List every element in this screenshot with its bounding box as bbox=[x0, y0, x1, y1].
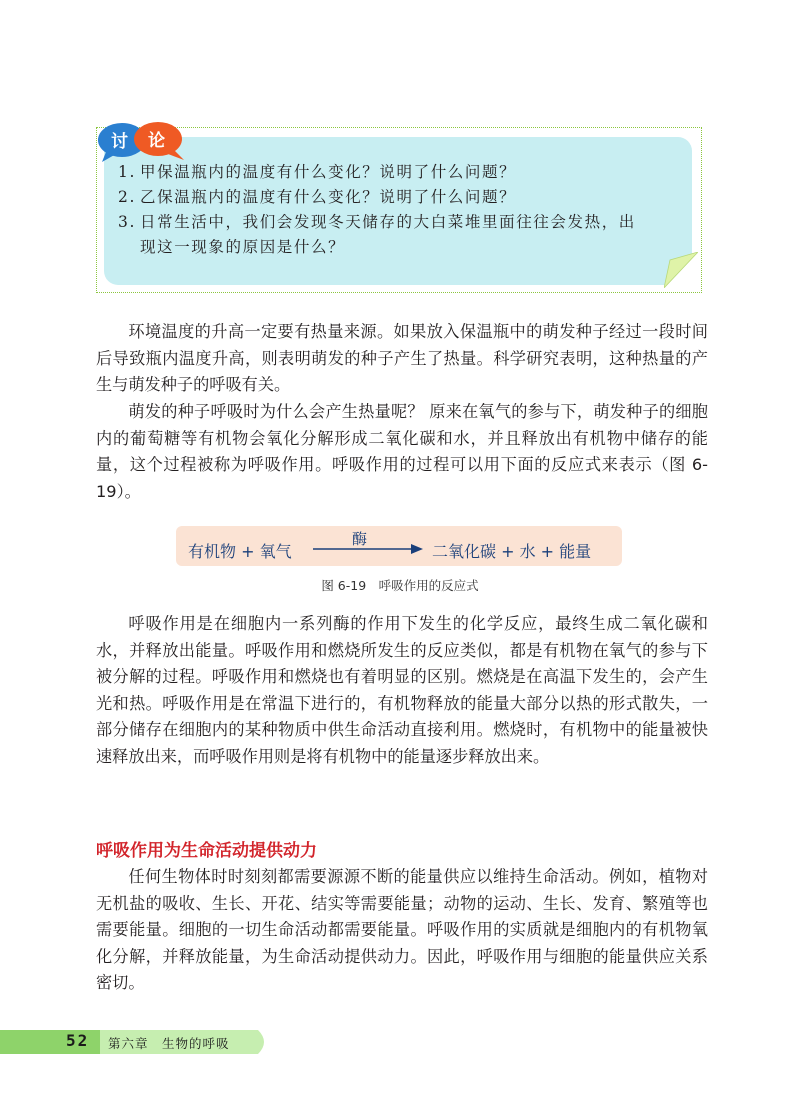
question-number: 1. bbox=[118, 163, 136, 181]
page-fold-corner bbox=[664, 252, 698, 288]
paragraph-3: 呼吸作用是在细胞内一系列酶的作用下发生的化学反应，最终生成二氧化碳和水，并释放出能量。呼吸作用和燃烧所发生的反应类似，都是有机物在氧气的参与下被分解的过程。呼吸作用和燃烧也有着明显的区别。燃烧是在高温下发生的，会产生光和热。呼吸作用是在常温下进行的，有机物释放的能量大部分以热的形式散失，一部分储存在细胞内的某种物质中供生命活动直接利用。燃烧时，有机物中的能量被快速释放出来，而呼吸作用则是将有机物中的能量逐步释放出来。 bbox=[96, 614, 708, 766]
question-2 bbox=[118, 185, 516, 209]
reaction-arrow-icon bbox=[313, 543, 423, 555]
equation-reactants: 有机物 + 氧气 bbox=[188, 542, 292, 561]
figure-caption: 图 6-19 呼吸作用的反应式 bbox=[321, 578, 479, 593]
question-number: 3. bbox=[118, 213, 136, 231]
question-3 bbox=[118, 210, 636, 234]
paragraph-4: 任何生物体时时刻刻都需要源源不断的能量供应以维持生命活动。例如，植物对无机盐的吸收、生长、开花、结实等需要能量；动物的运动、生长、发育、繁殖等也需要能量。细胞的一切生命活动都需要能量。呼吸作用的实质就是细胞内的有机物氧化分解，并释放能量，为生命活动提供动力。因此，呼吸作用与细胞的能量供应关系密切。 bbox=[96, 867, 708, 992]
badge-char-theory: 论 bbox=[148, 131, 165, 151]
paragraph-1: 环境温度的升高一定要有热量来源。如果放入保温瓶中的萌发种子经过一段时间后导致瓶内温度升高，则表明萌发的种子产生了热量。科学研究表明，这种热量的产生与萌发种子的呼吸有关。 bbox=[96, 322, 708, 394]
question-3-continuation: 现这一现象的原因是什么？ bbox=[140, 238, 346, 256]
question-text: 乙保温瓶内的温度有什么变化？说明了什么问题？ bbox=[140, 188, 517, 206]
question-1 bbox=[118, 160, 516, 184]
question-text: 日常生活中，我们会发现冬天储存的大白菜堆里面往往会发热，出 bbox=[140, 213, 636, 231]
question-text: 甲保温瓶内的温度有什么变化？说明了什么问题？ bbox=[140, 163, 517, 181]
question-number: 2. bbox=[118, 188, 136, 206]
paragraph-2: 萌发的种子呼吸时为什么会产生热量呢？ 原来在氧气的参与下，萌发种子的细胞内的葡萄糖等有机物会氧化分解形成二氧化碳和水，并且释放出有机物中储存的能量，这个过程被称为呼吸作用。呼吸作用的过程可以用下面的反应式来表示（图 6-19）。 bbox=[96, 402, 708, 501]
equation-catalyst: 酶 bbox=[352, 530, 368, 548]
page-number: 52 bbox=[66, 1031, 90, 1050]
section-heading: 呼吸作用为生命活动提供动力 bbox=[96, 841, 317, 861]
equation-products: 二氧化碳 + 水 + 能量 bbox=[432, 542, 592, 561]
badge-char-discuss: 讨 bbox=[111, 132, 128, 152]
chapter-title: 第六章 生物的呼吸 bbox=[108, 1036, 230, 1051]
